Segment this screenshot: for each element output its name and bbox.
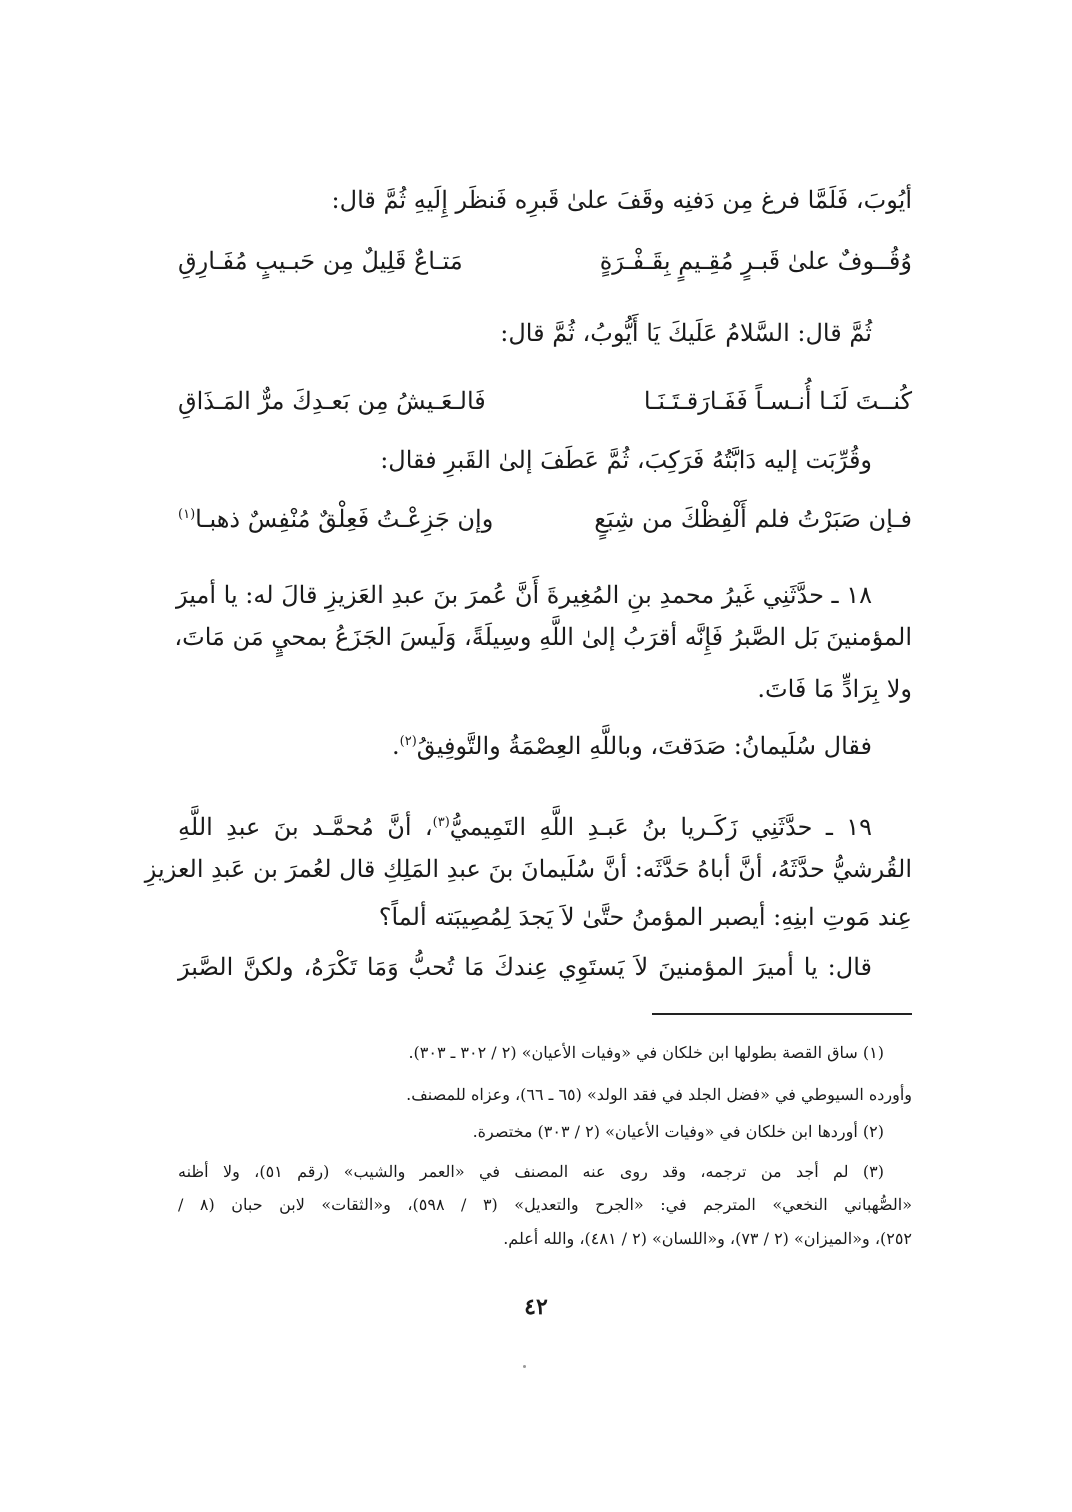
verse-3-first-hemistich: فـإن صَبَرْتُ فلم أَلْفِظْكَ من شِبَعٍ xyxy=(594,505,912,533)
body-line-4-end: . xyxy=(391,732,400,760)
body-line-2: ثُمَّ قال: السَّلامُ عَلَيكَ يَا أَيُّوبُ، ثُمَّ قال: xyxy=(500,319,872,347)
para-19-line-2: القُرشيُّ حدَّثَهُ، أنَّ أباهُ حَدَّثَه: أنَّ سُلَيمانَ بنَ عبدِ المَلِكِ قال لعُمرَ بن عَبدِ العزيزِ xyxy=(144,855,912,883)
body-line-1: أيُوبَ، فَلَمَّا فرغ مِن دَفنِه وقَفَ علىٰ قَبرِه فَنظَر إِلَيهِ ثُمَّ قال: xyxy=(331,186,912,214)
verse-3-text: وإن جَزِعْـتُ فَعِلْقٌ مُنْفِسٌ ذهبـا xyxy=(195,505,494,533)
page-number: ٤٢ xyxy=(524,1294,548,1320)
verse-3-second-hemistich xyxy=(178,502,538,536)
footnote-ref-3: (٣) xyxy=(432,815,450,830)
footnote-2: (٢) أوردها ابن خلكان في «وفيات الأعيان» (٢ / ٣٠٣) مختصرة. xyxy=(472,1122,884,1141)
para-18-line-2: المؤمنينَ بَل الصَّبرُ فَإِنَّه أقرَبُ إلىٰ اللَّهِ وسِيلَةً، وَلَيسَ الجَزَعُ بمحيٍ مَن مَاتَ، xyxy=(174,623,912,651)
para-19-line-1a: ١٩ ـ حدَّثَنِي زَكَـريا بنُ عَبـدِ اللَّهِ التَمِيميُّ xyxy=(449,813,872,841)
footnote-3-line-3: ٢٥٢)، و«الميزان» (٢ / ٧٣)، و«اللسان» (٢ / ٤٨١)، والله أعلم. xyxy=(503,1229,912,1248)
footnote-separator xyxy=(652,1013,912,1015)
verse-1-second-hemistich: مَتـاعٌ قَلِيلٌ مِن حَبـيبٍ مُفَـارِقِ xyxy=(178,247,463,275)
para-19-line-4: قال: يا أميرَ المؤمنينَ لاَ يَستَوِي عِندكَ مَا تُحبُّ وَمَا تَكْرَهُ، ولكنَّ الصَّبرَ xyxy=(178,953,872,981)
para-19-line-1 xyxy=(178,810,912,844)
para-19-line-1b: ، أنَّ مُحمَّـد بنَ عبدِ اللَّهِ xyxy=(178,813,433,841)
scan-speck xyxy=(523,1365,526,1368)
para-19-line-3: عِند مَوتِ ابنِهِ: أيصبر المؤمنُ حتَّىٰ لاَ يَجدَ لِمُصِيبَته ألماً؟ xyxy=(378,903,912,931)
footnote-1-line-1: (١) ساق القصة بطولها ابن خلكان في «وفيات الأعيان» (٢ / ٣٠٢ ـ ٣٠٣). xyxy=(408,1043,884,1062)
verse-2-second-hemistich: فَالـعَـيشُ مِن بَعـدِكَ مرٌّ المَـذَاقِ xyxy=(178,387,486,415)
para-18-line-3: ولا بِرَادٍّ مَا فَاتَ. xyxy=(757,675,912,703)
para-18-line-1: ١٨ ـ حدَّثَنِي غَيرُ محمدِ بنِ المُغِيرةَ أَنَّ عُمرَ بنَ عبدِ العَزيزِ قالَ له: يا أميرَ xyxy=(176,581,872,609)
body-line-4-text: فقال سُلَيمانُ: صَدَقتَ، وباللَّهِ العِصْمَةُ والتَّوفِيقُ xyxy=(416,732,872,760)
footnote-ref-2: (٢) xyxy=(399,734,417,749)
footnote-3-line-2: «الصُّهباني النخعي» المترجم في: «الجرح والتعديل» (٣ / ٥٩٨)، و«الثقات» لابن حبان (٨ / xyxy=(178,1195,913,1214)
footnote-3-line-1: (٣) لم أجد من ترجمه، وقد روى عنه المصنف في «العمر والشيب» (رقم ٥١)، ولا أظنه xyxy=(178,1162,885,1181)
footnote-ref-1: (١) xyxy=(178,507,196,522)
verse-1-first-hemistich: وُقُــوفٌ علىٰ قَبـرٍ مُقِـيمٍ بِقَـفْـرَةٍ xyxy=(599,247,912,275)
verse-2-first-hemistich: كُنــتَ لَنَـا أُنـسـاً فَفَـارَقـتَـنَـا xyxy=(643,387,912,415)
body-line-4 xyxy=(178,729,912,763)
body-line-3: وقُرِّبَت إليه دَابَّتُهُ فَرَكِبَ، ثُمَّ عَطَفَ إلىٰ القَبرِ فقال: xyxy=(380,446,872,474)
footnote-1-line-2: وأورده السيوطي في «فضل الجلد في فقد الولد» (٦٥ ـ ٦٦)، وعزاه للمصنف. xyxy=(406,1085,912,1104)
